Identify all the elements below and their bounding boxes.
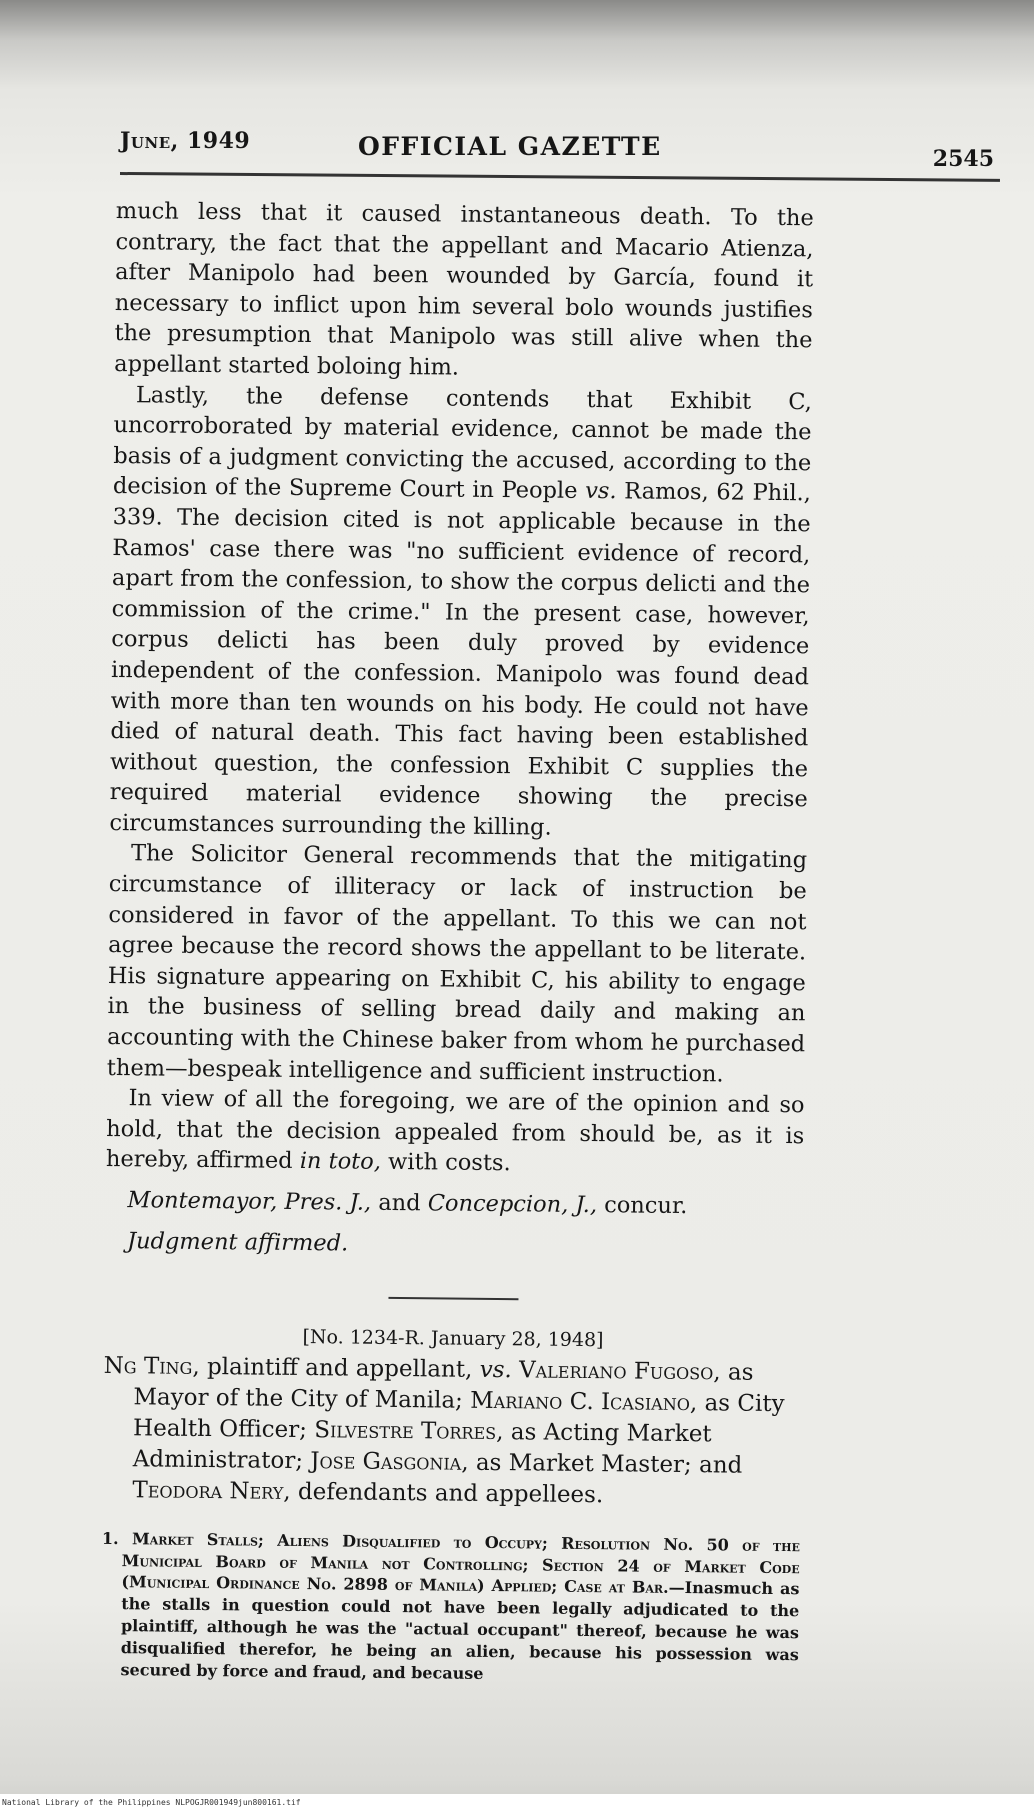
page-header xyxy=(120,128,994,172)
document-body xyxy=(100,196,814,1688)
judgment-line: Judgment affirmed. xyxy=(126,1227,349,1257)
page-number: 2545 xyxy=(932,146,994,172)
paragraph-3: The Solicitor General recommends that the mitigating circumstance of illiteracy or lack of instruction be considered in favor of the appellant. To this we can not agree because the record shows the appellant to be literate. His signature appearing on Exhibit C, his ability to engage in the business of selling bread daily and making an accounting with the Chinese baker from whom he purchased them—bespeak intelligence and sufficient instruction. xyxy=(106,840,808,1088)
syllabus-paragraph: 1. Market Stalls; Aliens Disqualified to Occupy; Resolution No. 50 of the Municipal Board of Manila not Controlling; Section 24 of Market Code (Municipal Ordinance No. 2898 of Manila) Applied; Case at Bar.—Inasmuch as the stalls in question could not have been legally adjudicated to the plaintiff, although he was the "actual occupant" thereof, because he was disqualified therefor, he being an alien, because his possession was secured by force and fraud, and because xyxy=(101,1528,801,1683)
paragraph-2: Lastly, the defense contends that Exhibit C, uncorroborated by material evidence, cannot be made the basis of a judgment convicting the accused, according to the decision of the Supreme Court in People vs. Ramos, 62 Phil., 339. The decision cited is not applicable because in the Ramos' case there was "no sufficient evidence of record, apart from the confession, to show the corpus delicti and the commission of the crime." In the present case, however, corpus delicti has been duly proved by evidence independent of the confession. Manipolo was found dead with more than ten wounds on his body. He could not have died of natural death. This fact having been established without question, the confession Exhibit C supplies the required material evidence showing the precise circumstances surrounding the killing. xyxy=(109,381,813,841)
issue-date: June, 1949 xyxy=(120,128,251,154)
case-parties: Ng Ting, plaintiff and appellant, vs. Valeriano Fugoso, as Mayor of the City of Manila; Mariano C. Icasiano, as City Health Officer; Silvestre Torres, as Acting Market Administrator; Jose Gasgonia, as Market Master; and Teodora Nery, defendants and appellees. xyxy=(103,1352,785,1508)
scan-source-label: National Library of the Philippines NLPOGJR001949jun800161.tif xyxy=(2,1798,301,1807)
publication-title: OFFICIAL GAZETTE xyxy=(358,132,662,161)
header-rule xyxy=(120,172,1000,182)
concurrence-line: Montemayor, Pres. J., and Concepcion, J., concur. xyxy=(127,1187,688,1220)
scan-footer xyxy=(0,1794,1034,1808)
paragraph-4: In view of all the foregoing, we are of the opinion and so hold, that the decision appealed from should be, as it is hereby, affirmed in toto, with costs. xyxy=(105,1085,805,1177)
paragraph-1: much less that it caused instantaneous death. To the contrary, the fact that the appellant and Macario Atienza, after Manipolo had been wounded by García, found it necessary to inflict upon him several bolo wounds justifies the presumption that Manipolo was still alive when the appellant started boloing him. xyxy=(114,197,814,381)
section-divider xyxy=(388,1297,518,1300)
case-number: [No. 1234-R. January 28, 1948] xyxy=(302,1326,604,1352)
